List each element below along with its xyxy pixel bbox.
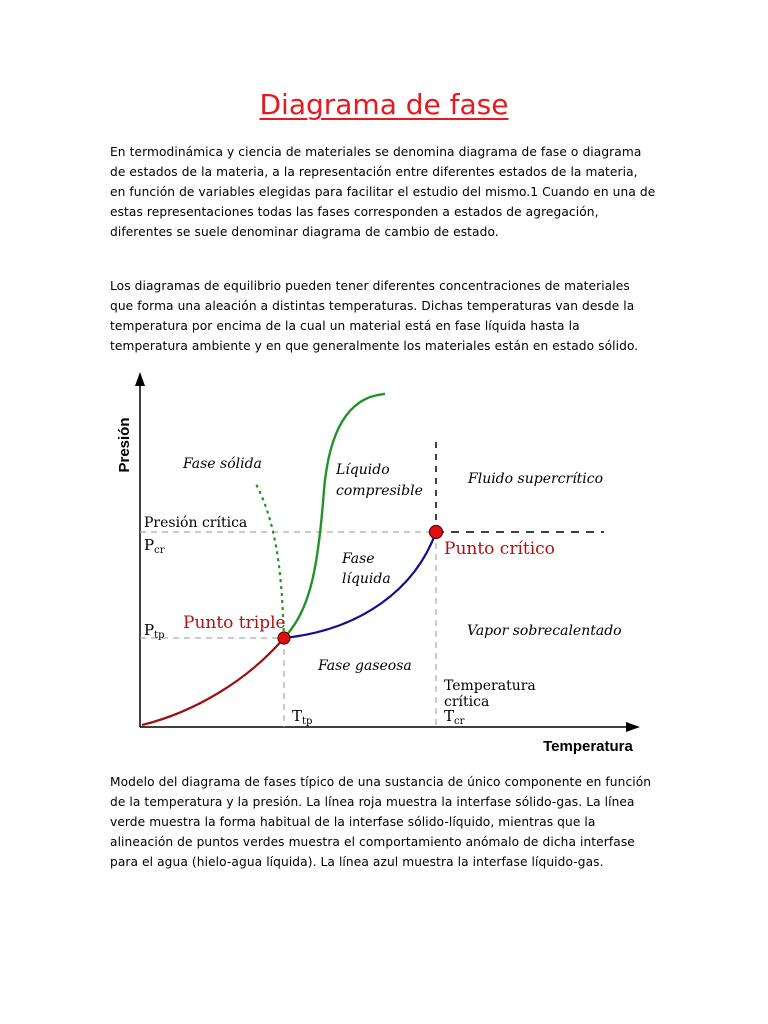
paragraph-line: En termodinámica y ciencia de materiales se denomina diagrama de fase o diagrama <box>110 145 642 159</box>
critical-pressure-label: Presión crítica <box>144 515 248 531</box>
x-axis-label: Temperatura <box>543 738 633 755</box>
triple-point-label: Punto triple <box>183 613 286 633</box>
caption-line: Modelo del diagrama de fases típico de una sustancia de único componente en función <box>110 775 652 789</box>
critical-temperature-label-2: crítica <box>444 694 490 710</box>
critical-point-marker <box>430 526 443 539</box>
solid-liquid-line <box>284 394 385 638</box>
paragraph-line: temperatura ambiente y en que generalmente los materiales están en estado sólido. <box>110 339 639 353</box>
region-supercritical-label: Fluido supercrítico <box>468 471 604 487</box>
y-axis-label: Presión <box>116 417 133 473</box>
paragraph-line: temperatura por encima de la cual un material está en fase líquida hasta la <box>110 319 580 333</box>
triple-point-marker <box>278 632 290 644</box>
t-tp-label: $T_{tp}$ <box>292 707 313 727</box>
p-cr-label: $P_{cr}$ <box>144 536 165 556</box>
p-tp-label: $P_{tp}$ <box>144 621 165 641</box>
caption-line: de la temperatura y la presión. La línea roja muestra la interfase sólido-gas. La línea <box>110 795 635 809</box>
region-liquid-label-2: líquida <box>342 571 391 587</box>
caption-line: para el agua (hielo-agua líquida). La línea azul muestra la interfase líquido-gas. <box>110 855 604 869</box>
solid-gas-line <box>142 638 284 725</box>
critical-point-label: Punto crítico <box>444 539 555 559</box>
region-vapor-label: Vapor sobrecalentado <box>467 623 622 639</box>
region-liquid-label-1: Fase <box>342 551 375 567</box>
paragraph-line: en función de variables elegidas para facilitar el estudio del mismo.1 Cuando en una de <box>110 185 656 199</box>
paragraph-line: estas representaciones todas las fases corresponden a estados de agregación, <box>110 205 599 219</box>
region-compressible-label-1: Líquido <box>336 462 390 478</box>
region-gas-label: Fase gaseosa <box>318 658 412 674</box>
paragraph-line: Los diagramas de equilibrio pueden tener diferentes concentraciones de materiales <box>110 279 630 293</box>
region-compressible-label-2: compresible <box>336 483 423 499</box>
page-title: Diagrama de fase <box>259 88 509 121</box>
figure-caption <box>110 772 670 872</box>
caption-line: verde muestra la forma habitual de la interfase sólido-líquido, mientras que la <box>110 815 596 829</box>
t-cr-label: $T_{cr}$ <box>444 707 465 727</box>
paragraph-line: de estados de la materia, a la representación entre diferentes estados de la materia, <box>110 165 638 179</box>
paragraph-line: que forma una aleación a distintas temperaturas. Dichas temperaturas van desde la <box>110 299 635 313</box>
paragraph-line: diferentes se suele denominar diagrama de cambio de estado. <box>110 225 499 239</box>
x-axis-arrow <box>626 722 640 732</box>
critical-temperature-label-1: Temperatura <box>444 678 536 694</box>
region-solid-label: Fase sólida <box>183 456 262 472</box>
y-axis-arrow <box>135 372 145 386</box>
caption-line: alineación de puntos verdes muestra el comportamiento anómalo de dicha interfase <box>110 835 635 849</box>
